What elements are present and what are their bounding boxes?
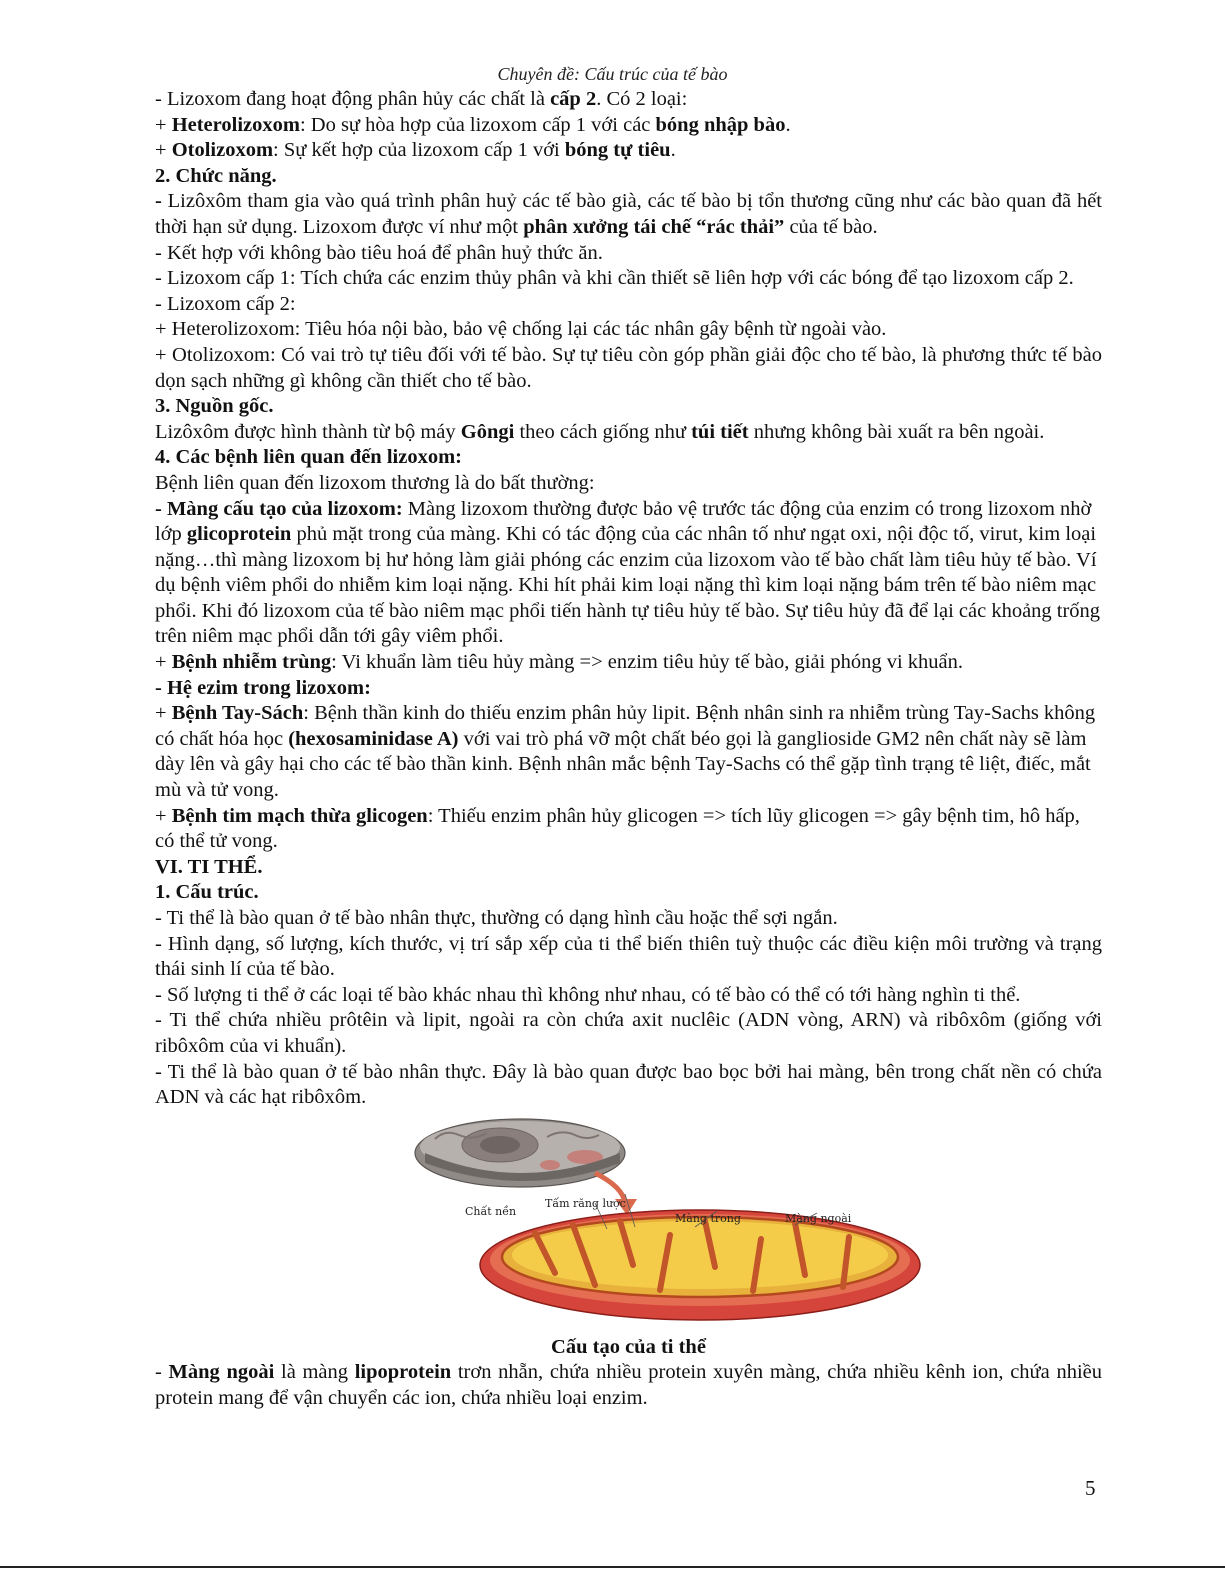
paragraph xyxy=(155,420,1102,446)
paragraph xyxy=(155,189,1102,240)
text-run: + Heterolizoxom: Tiêu hóa nội bào, bảo vệ chống lại các tác nhân gây bệnh từ ngoài vào. xyxy=(155,318,887,341)
page-number: 5 xyxy=(1085,1476,1096,1500)
bold-text: Bệnh tim mạch thừa glicogen xyxy=(171,804,428,827)
bold-text: cấp 2 xyxy=(550,88,597,110)
text-run: - Lizoxom đang hoạt động phân hủy các chất là xyxy=(155,88,551,110)
mitochondria-illustration xyxy=(155,1115,1102,1333)
text-run: Bệnh liên quan đến lizoxom thương là do bất thường: xyxy=(155,471,595,494)
text-run: + xyxy=(155,651,172,674)
text-run: Lizôxôm tham gia vào quá trình phân huỷ các tế bào già, các tế bào bị tổn thương cũng như các bào quan đã hết thời hạn sử dụng. Lizoxom được ví như một xyxy=(155,190,1102,238)
text-run: + xyxy=(155,804,172,827)
mitochondria-figure xyxy=(155,1115,1102,1333)
bold-text: Bệnh nhiễm trùng xyxy=(171,651,332,674)
text-run: phủ mặt trong của màng. Khi có tác động của các nhân tố như ngạt oxi, nội độc tố, virut, kim loại nặng…thì màng lizoxom bị hư hỏng làm giải phóng các enzim của lizoxom vào tế bào chất làm tiêu hủy tế bào. Ví dụ bệnh viêm phổi do nhiễm kim loại nặng. Khi hít phải kim loại nặng thì kim loại nặng bám trên tế bào niêm mạc phổi. Khi đó lizoxom của tế bào niêm mạc phổi tiến hành tự tiêu hủy tế bào. Sự tiêu hủy đã để lại các khoảng trống trên niêm mạc phổi dẫn tới gây viêm phổi. xyxy=(155,523,1101,648)
text-run: : Thiếu enzim phân hủy glicogen => tích lũy glicogen => gây bệnh tim, hô hấp, có thể tử vong. xyxy=(155,804,1080,853)
paragraph xyxy=(155,880,1102,906)
bold-text: lipoprotein xyxy=(354,1361,452,1384)
bold-text: 1. Cấu trúc. xyxy=(155,881,259,904)
bottom-rule xyxy=(0,1566,1225,1568)
bold-text: Bệnh Tay-Sách xyxy=(171,702,304,725)
text-run: . Có 2 loại: xyxy=(596,88,688,110)
label-mang-ngoai: Màng ngoài xyxy=(785,1211,852,1225)
text-run: : Sự kết hợp của lizoxom cấp 1 với xyxy=(273,139,565,162)
paragraphs-before-figure xyxy=(155,87,1102,1111)
bold-text: glicoprotein xyxy=(186,523,292,546)
paragraph xyxy=(155,394,1102,420)
bold-text: 3. Nguồn gốc. xyxy=(155,395,274,418)
text-run: nhưng không bài xuất ra bên ngoài. xyxy=(748,420,1045,443)
text-run: với vai trò phá vỡ một chất béo gọi là ganglioside GM2 nên chất này sẽ làm dày lên và gây hại cho các tế bào thần kinh. Bệnh nhân mắc bệnh Tay-Sachs có thể gặp tình trạng tê liệt, điếc, mắt mù và tử vong. xyxy=(155,727,1091,802)
paragraph xyxy=(155,445,1102,471)
text-run: - xyxy=(155,1361,169,1384)
paragraph xyxy=(155,650,1102,676)
bold-text: phân xưởng tái chế “rác thải” xyxy=(523,215,785,238)
text-run: - Kết hợp với không bào tiêu hoá để phân huỷ thức ăn. xyxy=(155,241,603,264)
label-tam-rang-luoc: Tấm răng lược xyxy=(545,1196,626,1210)
paragraphs-after-figure xyxy=(155,1360,1102,1411)
label-chat-nen: Chất nền xyxy=(465,1204,517,1218)
label-mang-trong: Màng trong xyxy=(675,1211,741,1225)
bold-text: Màng ngoài xyxy=(168,1361,275,1384)
paragraph xyxy=(155,87,1102,113)
bold-text: Heterolizoxom xyxy=(171,113,300,136)
paragraph xyxy=(155,497,1102,651)
page-header: Chuyên đề: Cấu trúc của tế bào xyxy=(497,64,728,84)
text-run: + xyxy=(155,702,172,725)
bold-text: - xyxy=(155,190,168,213)
paragraph xyxy=(155,138,1102,164)
bold-text: Otolizoxom xyxy=(171,139,274,162)
text-run: trơn nhẵn, chứa nhiều protein xuyên màng, chứa nhiều kênh ion, chứa nhiều protein mang để vận chuyển các ion, chứa nhiều loại enzim. xyxy=(155,1361,1102,1409)
paragraph xyxy=(155,292,1102,318)
text-run: - Số lượng ti thể ở các loại tế bào khác nhau thì không như nhau, có tế bào có thể có tới hàng nghìn ti thể. xyxy=(155,983,1021,1006)
paragraph xyxy=(155,855,1102,881)
paragraph xyxy=(155,317,1102,343)
text-run: theo cách giống như xyxy=(514,420,692,443)
paragraph xyxy=(155,471,1102,497)
text-run: : Vi khuẩn làm tiêu hủy màng => enzim tiêu hủy tế bào, giải phóng vi khuẩn. xyxy=(331,651,964,674)
paragraph xyxy=(155,1360,1102,1411)
figure-caption: Cấu tạo của ti thể xyxy=(551,1335,706,1358)
text-run: + Otolizoxom: Có vai trò tự tiêu đối với tế bào. Sự tự tiêu còn góp phần giải độc cho tế bào, là phương thức tế bào dọn sạch những gì không cần thiết cho tế bào. xyxy=(155,343,1102,392)
paragraph xyxy=(155,266,1102,292)
paragraph xyxy=(155,241,1102,267)
text-run: là màng xyxy=(274,1361,355,1384)
text-run: - Lizoxom cấp 2: xyxy=(155,292,296,315)
text-run: . xyxy=(785,113,791,136)
bold-text: Gôngi xyxy=(460,420,515,443)
text-run: - Hình dạng, số lượng, kích thước, vị trí sắp xếp của ti thể biến thiên tuỳ thuộc các điều kiện môi trường và trạng thái sinh lí của tế bào. xyxy=(155,932,1102,981)
text-run: - Ti thể là bào quan ở tế bào nhân thực, thường có dạng hình cầu hoặc thể sợi ngắn. xyxy=(155,907,838,929)
paragraph xyxy=(155,804,1102,855)
paragraph xyxy=(155,1008,1102,1059)
bold-text: - Hệ ezim trong lizoxom: xyxy=(155,676,371,699)
text-run: + xyxy=(155,113,172,136)
cell-image xyxy=(415,1119,625,1187)
text-run: : Do sự hòa hợp của lizoxom cấp 1 với các xyxy=(299,113,656,136)
text-run: của tế bào. xyxy=(784,215,878,238)
paragraph xyxy=(155,343,1102,394)
paragraph xyxy=(155,701,1102,803)
bold-text: túi tiết xyxy=(691,420,749,443)
paragraph xyxy=(155,676,1102,702)
paragraph xyxy=(155,113,1102,139)
paragraph xyxy=(155,164,1102,190)
text-run: . xyxy=(670,139,676,162)
text-run: Màng lizoxom thường được bảo vệ trước tác động của enzim có trong lizoxom nhờ lớp xyxy=(155,497,1092,546)
bold-text: - Màng cấu tạo của lizoxom: xyxy=(155,497,403,520)
document-body xyxy=(155,87,1102,1412)
text-run: - Ti thể là bào quan ở tế bào nhân thực. Đây là bào quan được bao bọc bởi hai màng, bên trong chất nền có chứa ADN và các hạt ribôxôm. xyxy=(155,1060,1102,1109)
text-run: - Lizoxom cấp 1: Tích chứa các enzim thủy phân và khi cần thiết sẽ liên hợp với các bóng để tạo lizoxom cấp 2. xyxy=(155,267,1074,290)
text-run: : Bệnh thần kinh do thiếu enzim phân hủy lipit. Bệnh nhân sinh ra nhiễm trùng Tay-Sachs không có chất hóa học xyxy=(155,702,1096,750)
paragraph xyxy=(155,1060,1102,1111)
bold-text: (hexosaminidase A) xyxy=(288,727,459,750)
bold-text: 4. Các bệnh liên quan đến lizoxom: xyxy=(155,446,462,469)
bold-text: VI. TI THỂ. xyxy=(155,855,263,878)
text-run: Lizôxôm được hình thành từ bộ máy xyxy=(155,420,461,443)
bold-text: 2. Chức năng. xyxy=(155,164,277,187)
text-run: + xyxy=(155,139,172,162)
paragraph xyxy=(155,932,1102,983)
bold-text: bóng nhập bào xyxy=(655,113,786,136)
bold-text: bóng tự tiêu xyxy=(564,139,671,162)
text-run: - Ti thể chứa nhiều prôtêin và lipit, ngoài ra còn chứa axit nuclêic (ADN vòng, ARN) và ribôxôm (giống với ribôxôm của vi khuẩn). xyxy=(155,1009,1102,1057)
paragraph xyxy=(155,906,1102,932)
paragraph xyxy=(155,983,1102,1009)
